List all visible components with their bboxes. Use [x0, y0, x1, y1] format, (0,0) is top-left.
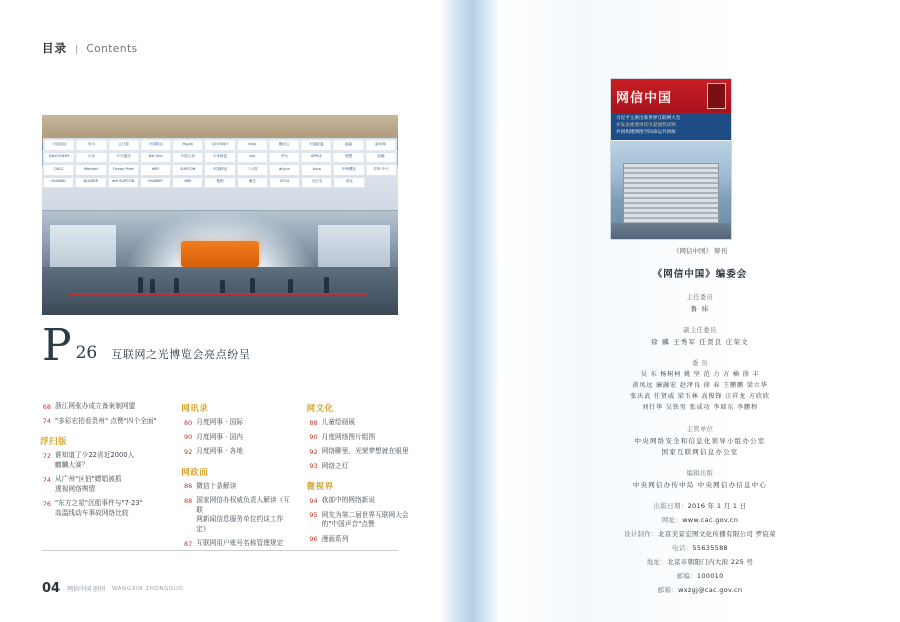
photo-person: [324, 277, 329, 293]
editorial-label: 委 员: [692, 360, 708, 367]
editorial-label: 邮箱：: [657, 586, 679, 594]
editorial-block: [500, 515, 900, 526]
photo-center-banner: [181, 241, 259, 267]
editorial-block: [500, 529, 900, 540]
sponsor-logo: P&afe: [172, 139, 203, 150]
feature-pointer: [42, 320, 251, 371]
table-of-contents: [40, 402, 410, 554]
sponsor-logo: 中国联通: [301, 139, 332, 150]
toc-entry-text: 互联网用户账号名称管理规定: [196, 539, 284, 548]
contents-title-cn: 目录: [42, 41, 67, 55]
editorial-value: 55635588: [692, 544, 728, 552]
editorial-block: [500, 501, 900, 512]
sponsor-logo: HUAWEI: [43, 176, 75, 188]
toc-entry-page: 92: [183, 447, 193, 456]
editorial-block: [500, 557, 900, 568]
sponsor-logo: Aura: [301, 164, 332, 175]
toc-entry[interactable]: [307, 535, 410, 545]
sponsor-logo: DISCOVERY: [43, 152, 74, 163]
right-page: [500, 0, 900, 622]
toc-column: [40, 402, 165, 554]
editorial-block: [500, 292, 900, 315]
editorial-inline-line: [500, 529, 900, 540]
editorial-label: 副主任委员: [683, 327, 717, 334]
toc-entry-text: 儿童绘画展: [321, 418, 356, 426]
toc-entry-page: 90: [183, 433, 193, 442]
sponsor-logo: 搜狗: [204, 176, 235, 188]
sponsor-logo: Bai Shu: [140, 152, 171, 163]
editorial-label: 主任委员: [686, 294, 714, 301]
toc-entry-text: 漫画系列: [321, 534, 349, 543]
editorial-inline-line: [500, 543, 900, 554]
cover-subheadline: 共同构建网络空间命运共同体: [616, 129, 676, 135]
toc-column: [307, 402, 410, 554]
toc-entry[interactable]: [307, 447, 410, 457]
feature-big-letter: P: [42, 320, 72, 371]
photo-queue-barrier: [68, 293, 368, 295]
toc-entry-page: 87: [183, 539, 193, 548]
sponsor-logo: 用友: [334, 176, 366, 188]
toc-entry-text: 网络之灯: [321, 461, 349, 470]
toc-entry[interactable]: [181, 433, 290, 443]
toc-entry[interactable]: [40, 499, 165, 518]
toc-entry-text: 月度网事 · 国内: [196, 432, 244, 441]
toc-entry-text: "东方之星"沉船事件与"7·23" 高温线动车事故网络比较: [55, 499, 143, 517]
sponsor-logo: 中国移动: [140, 139, 171, 150]
toc-entry-page: 72: [42, 451, 51, 460]
feature-photo: [42, 115, 398, 315]
editorial-label: 编辑出版: [686, 470, 714, 477]
editorial-label: 主管单位: [686, 426, 714, 433]
toc-entry[interactable]: [181, 418, 290, 428]
cover-headline-line1: 习近平主席出席世界互联网大会: [616, 116, 681, 121]
editorial-inline-line: [500, 585, 900, 596]
footer-rule: [42, 550, 398, 551]
sponsor-logo: 华为: [76, 139, 107, 150]
cover-headline-line2: 并发表重要讲话引起强烈反响: [616, 122, 676, 128]
editorial-label: 网址：: [661, 516, 683, 524]
cover-masthead-title: 网信中国: [616, 90, 673, 106]
toc-entry[interactable]: [307, 496, 410, 506]
toc-section-title: 浮扫版: [40, 437, 68, 448]
photo-person: [250, 278, 255, 293]
editorial-board-title: 《网信中国》编委会: [652, 269, 748, 280]
editorial-block: [500, 585, 900, 596]
sponsor-logo: WIFI: [140, 164, 171, 175]
toc-entry[interactable]: [181, 447, 290, 457]
sponsor-logo: CNCC: [43, 164, 75, 175]
toc-entry[interactable]: [181, 482, 290, 492]
footer-page-number: 04: [42, 581, 61, 596]
cover-masthead: [611, 79, 731, 113]
editorial-value: 中央网信办传中局 中央网信办信息中心: [632, 481, 768, 489]
toc-entry-page: 88: [309, 418, 318, 427]
photo-sponsor-wall: [42, 137, 398, 211]
sponsor-logo: 浪潮: [365, 152, 397, 163]
cover-caption: 《网信中国》 辩刊: [672, 247, 728, 255]
toc-section-title: 网政面: [181, 467, 209, 478]
sponsor-logo: 小米科技: [204, 152, 235, 163]
sponsor-logo: 三六零: [237, 164, 268, 175]
sponsor-logo: CFCA: [269, 176, 300, 188]
sponsor-logo: 支付宝: [301, 176, 333, 188]
footer-magazine-cn: 网信中国 创刊: [67, 586, 106, 593]
sponsor-logo: HUAWEI: [140, 176, 171, 188]
sponsor-logo: 华为: [269, 152, 300, 163]
cover-portrait-badge: [707, 83, 726, 109]
page-footer: [42, 581, 183, 596]
contents-header: [42, 40, 138, 56]
cover-ground: [611, 223, 731, 239]
contents-separator: |: [75, 44, 79, 55]
toc-entry[interactable]: [307, 433, 410, 443]
toc-entry-page: 90: [309, 433, 318, 442]
editorial-value: www.cac.gov.cn: [682, 516, 739, 524]
editorial-block: [500, 325, 900, 348]
editorial-label: 出版日期：: [653, 502, 688, 510]
editorial-value: 北京美景宏图文化传播有限公司 罗宸荣: [658, 530, 776, 538]
toc-section-title: 网讯录: [181, 404, 209, 414]
sponsor-logo: BLADER: [75, 176, 107, 188]
photo-person: [174, 278, 179, 293]
editorial-label: 电话：: [672, 544, 693, 552]
sponsor-logo: CESTNET: [204, 139, 235, 150]
left-page: [0, 0, 440, 622]
toc-entry-page: 94: [309, 496, 318, 505]
toc-entry-text: 月度网事 · 国际: [196, 418, 244, 426]
toc-entry-text: 月度网事 · 各地: [196, 447, 244, 456]
toc-entry-text: 网络聊里、光荣梦想就在眼里: [321, 447, 409, 456]
sponsor-logo: ZTE 中兴: [365, 164, 397, 175]
toc-entry-text: 国家网信办权威负责人解读《互联 网新闻信息服务单位约谈工作定》: [196, 496, 290, 533]
sponsor-logo: 中国人寿: [172, 152, 203, 163]
editorial-block: [500, 424, 900, 459]
sponsor-logo: 淘宝: [237, 176, 268, 188]
feature-title: 互联网之光博览会亮点纷呈: [111, 347, 251, 361]
sponsor-logo: IBM: [172, 176, 203, 188]
feature-page-number: 26: [75, 342, 98, 363]
toc-entry-page: 74: [42, 475, 51, 484]
editorial-block: [500, 543, 900, 554]
page-spine: [440, 0, 500, 622]
toc-entry-page: 68: [42, 402, 51, 411]
sponsor-logo: 新华网: [365, 139, 396, 150]
toc-entry[interactable]: [307, 418, 410, 428]
sponsor-logo-grid: [42, 138, 398, 210]
sponsor-logo: Marriott: [75, 164, 107, 175]
editorial-value: 鲁 炜: [690, 305, 710, 313]
editorial-value: 100010: [696, 572, 724, 580]
toc-entry-page: 95: [309, 511, 318, 520]
sponsor-logo: 中国电信: [44, 139, 75, 150]
sponsor-logo: 小米: [76, 152, 107, 163]
photo-person: [220, 280, 225, 293]
magazine-cover-thumbnail: [610, 78, 732, 240]
editorial-inline-line: [500, 571, 900, 582]
editorial-block: [500, 358, 900, 413]
sponsor-logo: APPLE: [301, 152, 332, 163]
sponsor-logo: Ocean Print: [108, 164, 139, 175]
footer-magazine-en: WANGXIN ZHONGGUO: [112, 585, 184, 592]
editorial-value: 2016 年 1 月 1 日: [687, 502, 747, 510]
editorial-label: 设计制作：: [624, 530, 659, 538]
editorial-inline-line: [500, 557, 900, 568]
editorial-value: wxzgj@cac.gov.cn: [678, 586, 743, 594]
editorial-inline-line: [500, 501, 900, 512]
editorial-value: 中央网络安全和信息化领导小组办公室 国家互联网信息办公室: [634, 437, 766, 457]
sponsor-logo: aliyun: [269, 164, 300, 175]
toc-entry[interactable]: [181, 539, 290, 549]
toc-entry[interactable]: [40, 451, 165, 470]
toc-entry[interactable]: [40, 475, 165, 494]
cover-headline-band: [611, 113, 731, 140]
contents-title-en: Contents: [86, 43, 138, 55]
editorial-value: 徐 麟 王秀军 任贤良 庄荣文: [651, 338, 749, 346]
toc-entry-page: 93: [309, 462, 318, 471]
editorial-block: [500, 468, 900, 491]
toc-entry-text: "多彩宏拍看贵州" 点赞"四个全面": [55, 416, 157, 425]
editorial-value: 北京市朝阳门内大街 225 号: [667, 558, 754, 566]
toc-section-title: 微视界: [306, 482, 334, 493]
photo-person: [150, 279, 155, 293]
toc-entry-page: 88: [183, 496, 193, 505]
sponsor-logo: VISA: [237, 139, 268, 150]
photo-person: [138, 277, 143, 293]
toc-entry-text: 网友为第二届世界互联网大会 的"中国声音"点赞: [321, 510, 409, 529]
toc-section-title: 网文化: [306, 404, 334, 414]
toc-entry[interactable]: [40, 402, 165, 412]
sponsor-logo: 联想: [333, 152, 364, 163]
sponsor-logo: 腾讯云: [269, 139, 300, 150]
toc-entry-text: 微信十条解读: [196, 481, 237, 490]
toc-entry-text: 谁知道了少22省近2000人 麒麟大赛？: [55, 451, 135, 469]
toc-entry-text: 月度网络图片组图: [321, 432, 376, 441]
sponsor-logo: 滴滴: [333, 139, 364, 150]
editorial-inline-line: [500, 515, 900, 526]
photo-person: [288, 279, 293, 293]
toc-column: [181, 402, 290, 554]
toc-entry-page: 76: [42, 499, 51, 508]
sponsor-logo: 中科曙光: [333, 164, 365, 175]
toc-entry-page: 92: [309, 447, 318, 456]
sponsor-logo: 中兴通讯: [108, 152, 139, 163]
toc-entry-page: 80: [183, 418, 193, 427]
sponsor-logo: yes: [237, 152, 268, 163]
toc-entry[interactable]: [307, 511, 410, 530]
toc-entry[interactable]: [40, 417, 165, 427]
toc-entry-page: 96: [309, 535, 318, 544]
toc-entry-page: 86: [183, 482, 193, 491]
editorial-label: 地址：: [646, 558, 668, 566]
toc-entry-text: 浙江网张办成立备案制网盟: [55, 402, 136, 410]
editorial-label: 邮编：: [676, 572, 697, 580]
sponsor-logo: SUPCON: [172, 164, 203, 175]
cover-photo: [611, 141, 731, 239]
sponsor-logo: wifi SUPCON: [107, 176, 139, 188]
toc-entry-page: 74: [42, 417, 51, 426]
editorial-value: 吴 东 杨树柯 姚 坚 范 力 方 楠 徐 丰 黄凤远 廉融宏 赵泽良 徐 春 王鹏鹏 梁立华 张庆武 任贤威 梁玉林 高俊锋 汪祥龙 方欣欣 刘行华 吴铁男 张成功 李瑞东 李鹏程: [630, 371, 770, 411]
toc-entry-text: 我部中的网络新说: [321, 496, 376, 505]
toc-entry-text: 从广州"区伯"嫖娼被抓 透视网络舆情: [55, 475, 122, 493]
editorial-block: [500, 571, 900, 582]
sponsor-logo: 云计算: [108, 139, 139, 150]
toc-entry[interactable]: [307, 462, 410, 472]
sponsor-logo: 中国移动: [204, 164, 235, 175]
toc-entry[interactable]: [181, 496, 290, 534]
cover-building: [623, 163, 719, 225]
